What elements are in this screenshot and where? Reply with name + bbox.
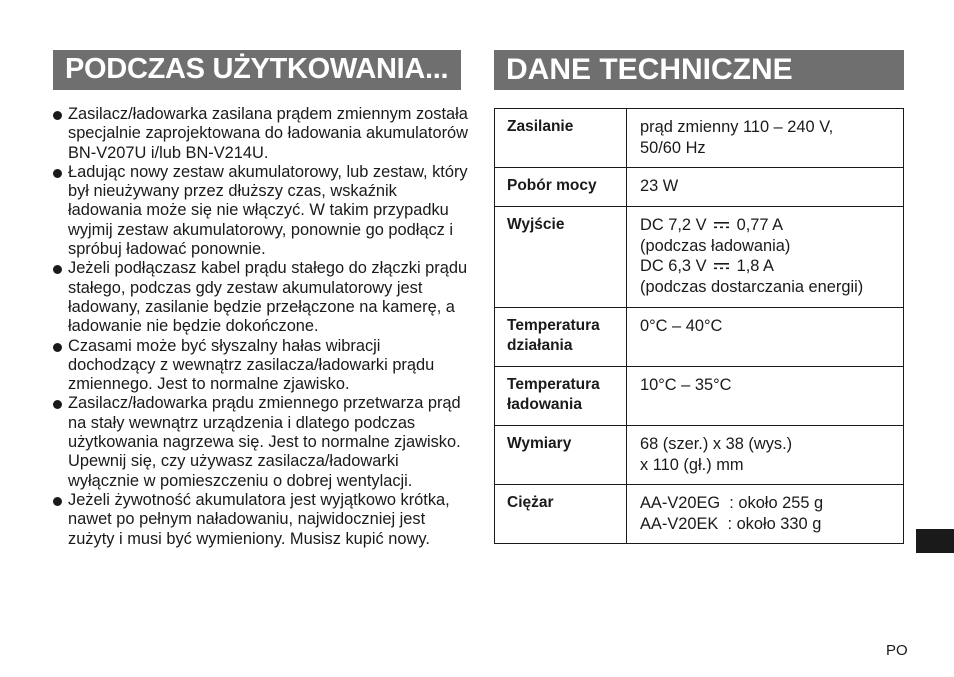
spec-label-line: Temperatura — [507, 317, 600, 334]
spec-line: AA-V20EG : około 255 g — [640, 494, 824, 512]
spec-value-power — [627, 109, 904, 168]
spec-value-operating-temp: 0°C – 40°C — [627, 308, 904, 367]
spec-label-dimensions: Wymiary — [495, 426, 627, 485]
output-voltage: DC 7,2 V — [640, 216, 707, 234]
spec-label-output: Wyjście — [495, 207, 627, 308]
spec-line: 68 (szer.) x 38 (wys.) — [640, 435, 793, 453]
list-item: Ładując nowy zestaw akumulatorowy, lub zestaw, który był nieużywany przez dłuższy czas, wskaźnik ładowania może się nie włączyć. W takim przypadku wyjmij zestaw akumulatorowy, ponownie go podłącz i spróbuj ładować ponownie. — [53, 163, 468, 259]
spec-label-line: działania — [507, 337, 573, 354]
spec-line — [640, 256, 893, 277]
spec-label-weight: Ciężar — [495, 485, 627, 544]
spec-label-consumption: Pobór mocy — [495, 168, 627, 207]
table-row — [495, 207, 904, 308]
spec-line: AA-V20EK : około 330 g — [640, 514, 822, 533]
output-current: 1,8 A — [736, 257, 774, 275]
usage-notes-list — [53, 105, 468, 549]
output-voltage: DC 6,3 V — [640, 257, 707, 275]
dc-symbol-icon — [714, 262, 729, 271]
spec-line: prąd zmienny 110 – 240 V, — [640, 118, 834, 136]
spec-label-line: ładowania — [507, 396, 582, 413]
list-item: Zasilacz/ładowarka prądu zmiennego przetwarza prąd na stały wewnątrz urządzenia i dlatego podczas użytkowania nagrzewa się. Jest to normalne zjawisko. Upewnij się, czy używasz zasilacza/ładowarki wyłącznie w pomieszczeniu o dobrej wentylacji. — [53, 394, 468, 490]
list-item: Jeżeli podłączasz kabel prądu stałego do złączki prądu stałego, podczas gdy zestaw akumulatorowy jest ładowany, zasilanie będzie przełączone na kamerę, a ładowanie nie będzie dokończone. — [53, 259, 468, 336]
table-row — [495, 308, 904, 367]
spec-line: (podczas ładowania) — [640, 236, 791, 255]
spec-line: x 110 (gł.) mm — [640, 455, 744, 474]
section-heading-usage: PODCZAS UŻYTKOWANIA... — [53, 50, 461, 90]
spec-value-dimensions — [627, 426, 904, 485]
section-heading-specs: DANE TECHNICZNE — [494, 50, 904, 90]
list-item: Czasami może być słyszalny hałas wibracji dochodzący z wewnątrz zasilacza/ładowarki prądu zmiennego. Jest to normalne zjawisko. — [53, 337, 468, 395]
spec-line: 50/60 Hz — [640, 138, 706, 157]
specifications-table — [494, 108, 904, 544]
spec-line — [640, 215, 893, 236]
table-row — [495, 168, 904, 207]
table-row — [495, 485, 904, 544]
spec-label-charging-temp — [495, 367, 627, 426]
page-language-code: PO — [886, 642, 908, 659]
spec-value-output — [627, 207, 904, 308]
spec-label-operating-temp — [495, 308, 627, 367]
spec-label-line: Temperatura — [507, 376, 600, 393]
spec-value-consumption: 23 W — [627, 168, 904, 207]
output-current: 0,77 A — [736, 216, 784, 234]
dc-symbol-icon — [714, 221, 729, 230]
table-row — [495, 109, 904, 168]
list-item: Jeżeli żywotność akumulatora jest wyjątkowo krótka, nawet po pełnym naładowaniu, najwidoczniej jest zużyty i musi być wymieniony. Musisz kupić nowy. — [53, 491, 468, 549]
section-tab-marker — [916, 529, 954, 553]
spec-line: (podczas dostarczania energii) — [640, 277, 864, 296]
table-row — [495, 426, 904, 485]
table-row — [495, 367, 904, 426]
list-item: Zasilacz/ładowarka zasilana prądem zmiennym została specjalnie zaprojektowana do ładowania akumulatorów BN-V207U i/lub BN-V214U. — [53, 105, 468, 163]
spec-label-power: Zasilanie — [495, 109, 627, 168]
spec-value-weight — [627, 485, 904, 544]
spec-value-charging-temp: 10°C – 35°C — [627, 367, 904, 426]
